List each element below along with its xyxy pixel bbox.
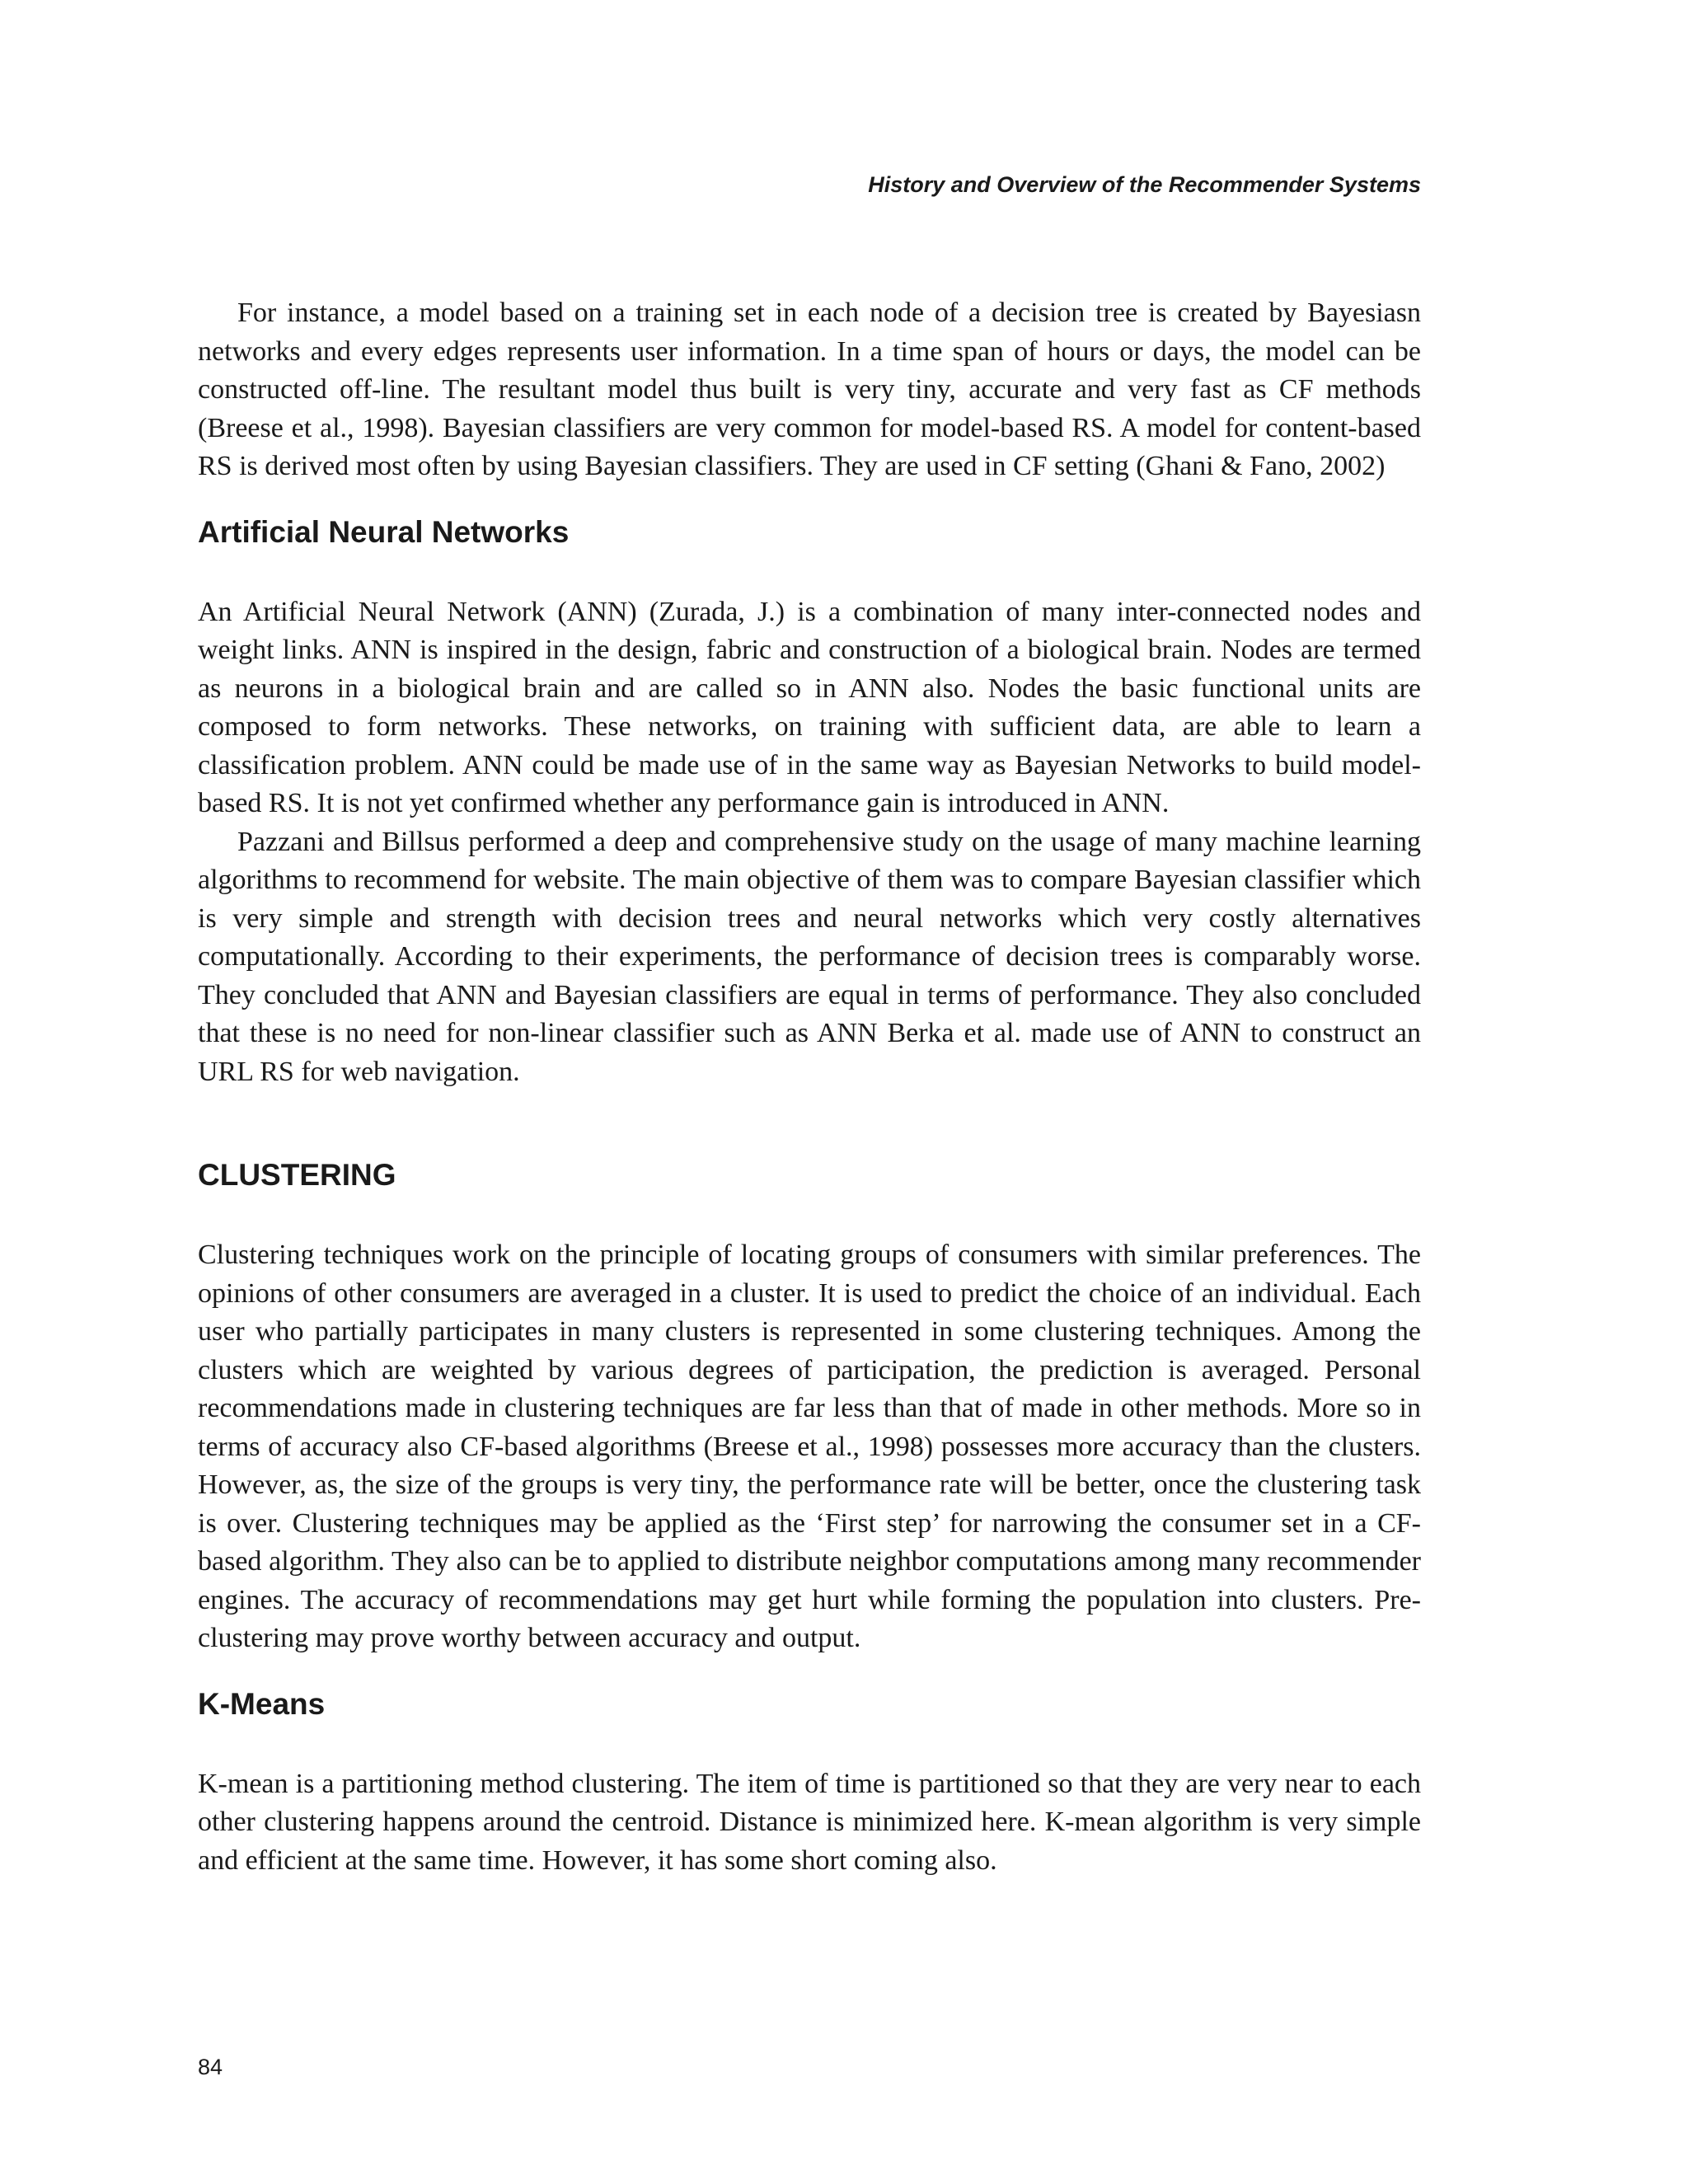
page-number: 84 — [198, 2055, 223, 2079]
clustering-heading: CLUSTERING — [198, 1158, 396, 1192]
ann-paragraph-1: An Artificial Neural Network (ANN) (Zurada, J.) is a combination of many inter-connected nodes and weight links. ANN is inspired in the design, fabric and construction of a biological brain. Nodes are termed as neurons in a biological brain and are called so in ANN also. Nodes the basic functional units are composed to form networks. These networks, on training with sufficient data, are able to learn a classification problem. ANN could be made use of in the same way as Bayesian Networks to build model- based RS. It is not yet confirmed whether any performance gain is introduced in ANN. — [198, 596, 1421, 818]
intro-paragraph: For instance, a model based on a training set in each node of a decision tree is created by Bayesiasn networks and every edges represents user information. In a time span of hours or days, the model can be constructed off-line. The resultant model thus built is very tiny, accurate and very fast as CF methods (Breese et al., 1998). Bayesian classifiers are very common for model-based RS. A model for content-based RS is derived most often by using Bayesian classifiers. They are used in CF setting (Ghani & Fano, 2002) — [198, 298, 1421, 481]
ann-heading: Artificial Neural Networks — [198, 514, 570, 549]
running-head: History and Overview of the Recommender Systems — [868, 172, 1421, 197]
kmeans-heading: K-Means — [198, 1686, 326, 1721]
page-body — [198, 294, 1421, 1880]
ann-paragraph-2: Pazzani and Billsus performed a deep and comprehensive study on the usage of many machine learning algorithms to recommend for website. The main objective of them was to compare Bayesian classifier which is very simple and strength with decision trees and neural networks which very costly alternatives computationally. According to their experiments, the performance of decision trees is comparably worse. They concluded that ANN and Bayesian classifiers are equal in terms of performance. They also concluded that these is no need for non-linear classifier such as ANN Berka et al. made use of ANN to construct an URL RS for web navigation. — [198, 826, 1421, 1087]
kmeans-paragraph: K-mean is a partitioning method clustering. The item of time is partitioned so that they are very near to each other clustering happens around the centroid. Distance is minimized here. K-mean algorithm is very simple and efficient at the same time. However, it has some short coming also. — [198, 1768, 1421, 1876]
clustering-paragraph: Clustering techniques work on the principle of locating groups of consumers with similar preferences. The opinions of other consumers are averaged in a cluster. It is used to predict the choice of an individual. Each user who partially participates in many clusters is represented in some clustering techniques. Among the clusters which are weighted by various degrees of participation, the prediction is averaged. Personal recommendations made in clustering techniques are far less than that of made in other methods. More so in terms of accuracy also CF-based algorithms (Breese et al., 1998) possesses more accuracy than the clusters. However, as, the size of the groups is very tiny, the performance rate will be better, once the clustering task is over. Clustering techniques may be applied as the ‘First step’ for narrowing the consumer set in a CF-based algorithm. They also can be to applied to distribute neighbor computations among many recommender engines. The accuracy of recommendations may get hurt while forming the population into clusters. Pre-clustering may prove worthy between accuracy and output. — [198, 1240, 1421, 1653]
